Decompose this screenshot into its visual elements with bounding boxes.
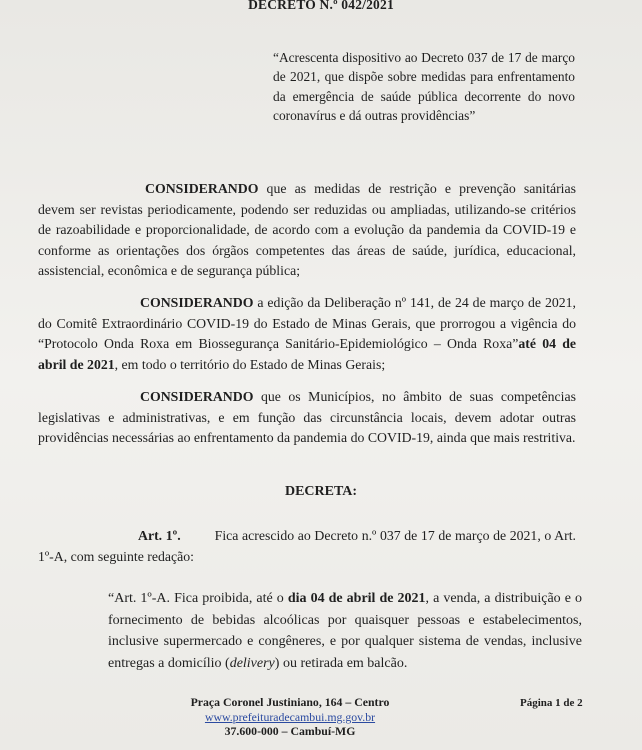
page-number: Página 1 de 2 (520, 697, 583, 709)
footer-website-link[interactable]: www.prefeituradecambui.mg.gov.br (204, 709, 376, 724)
quote-end: ) ou retirada em balcão. (274, 655, 408, 671)
considerando-text: a edição da Deliberação nº 141, de 24 de março de 2021, do Comitê Extraordinário COVID-19 do Estado de Minas Gerais, que prorrogou a vigência do “Protocolo Onda Roxa em Biossegurança Sanitário-Epidemiológico – Onda Roxa” (38, 295, 576, 352)
article-1-paragraph (38, 526, 576, 567)
considerando-text-end: , em todo o território do Estado de Minas Gerais; (114, 356, 386, 372)
article-label: Art. 1º. (138, 528, 181, 543)
quote-italic-delivery: delivery (229, 655, 275, 671)
footer-address: Praça Coronel Justiniano, 164 – Centro (190, 695, 390, 709)
considerando-bold-date: até 04 de abril de 2021 (38, 336, 576, 372)
considerando-lead: CONSIDERANDO (140, 389, 254, 404)
considerando-paragraph-1 (38, 179, 576, 282)
footer-cep-city: 37.600-000 – Cambuí-MG (224, 724, 356, 738)
considerando-lead: CONSIDERANDO (140, 295, 254, 310)
article-text: Fica acrescido ao Decreto n.º 037 de 17 de março de 2021, o Art. 1º-A, com seguinte redação: (38, 528, 577, 564)
article-1a-quote (108, 588, 582, 674)
considerando-text: que as medidas de restrição e prevenção sanitárias devem ser revistas periodicamente, podendo ser reduzidas ou ampliadas, utilizando-se critérios de razoabilidade e proporcionalidade, de acordo com a evolução da pandemia da COVID-19 e conforme as orientações dos órgãos competentes das áreas de saúde, jurídica, educacional, assistencial, econômica e de segurança pública; (38, 181, 576, 279)
footer-address-block (160, 695, 420, 739)
considerando-paragraph-2 (38, 293, 576, 375)
quote-middle: , a venda, a distribuição e o fornecimento de bebidas alcoólicas por quaisquer pessoas e estabelecimentos, inclusive supermercado e congêneres, e por qualquer sistema de vendas, inclusive entregas a domicílio ( (108, 591, 582, 671)
considerando-lead: CONSIDERANDO (145, 181, 259, 196)
considerando-text: que os Municípios, no âmbito de suas competências legislativas e administrativas, e em função das circunstância locais, devem adotar outras providências necessárias ao enfrentamento da pandemia do COVID-19, ainda que mais restritiva. (38, 389, 576, 446)
decree-title: DECRETO N.º 042/2021 (248, 0, 394, 12)
considerando-paragraph-3 (38, 387, 576, 449)
quote-start: “Art. 1º-A. Fica proibida, até o (108, 591, 288, 606)
decree-ementa: “Acrescenta dispositivo ao Decreto 037 de 17 de março de 2021, que dispõe sobre medidas para enfrentamento da emergência de saúde pública decorrente do novo coronavírus e dá outras providências” (273, 50, 575, 123)
quote-bold-date: dia 04 de abril de 2021 (287, 591, 426, 606)
decreta-heading: DECRETA: (284, 484, 358, 499)
